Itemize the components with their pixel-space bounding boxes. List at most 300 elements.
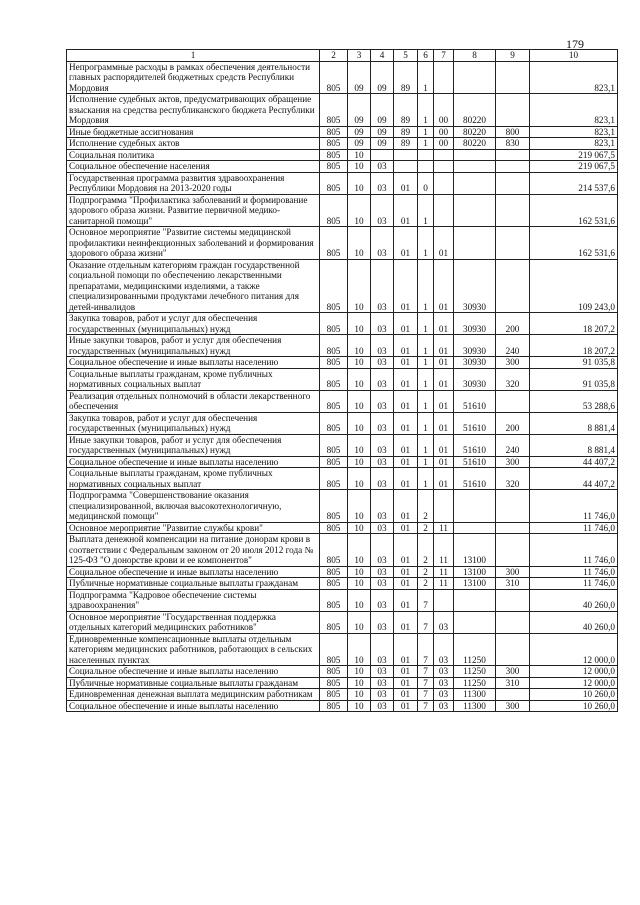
column-header-6: 6 [418,50,434,62]
section-cell: 10 [348,357,371,369]
expense-type-cell [496,194,530,227]
subsection-cell: 03 [371,468,394,490]
expense-type-cell: 300 [496,700,530,712]
section-cell: 10 [348,335,371,357]
section-cell: 10 [348,566,371,578]
direction-cell [454,589,496,611]
subprogram-cell: 2 [418,566,434,578]
table-row [67,633,618,666]
ministry-code-cell: 805 [320,126,348,138]
expense-type-cell [496,534,530,567]
program-cell: 01 [394,700,418,712]
amount-cell: 109 243,0 [530,259,618,313]
activity-cell: 03 [434,689,454,701]
activity-cell: 01 [434,468,454,490]
subsection-cell: 03 [371,589,394,611]
amount-cell: 11 746,0 [530,490,618,523]
section-cell: 10 [348,259,371,313]
subsection-cell: 03 [371,700,394,712]
program-cell: 01 [394,677,418,689]
section-cell: 10 [348,227,371,260]
direction-cell: 11300 [454,700,496,712]
direction-cell: 30930 [454,259,496,313]
expense-type-cell [496,611,530,633]
section-cell: 10 [348,456,371,468]
table-header-row [67,50,618,62]
table-row [67,259,618,313]
subprogram-cell [418,161,434,173]
description-cell: Оказание отдельным категориям граждан государственной социальной помощи по обеспечению лекарственными препаратами, медицинскими изделиями, а также специализированными продуктами лечебного питания для детей-инвалидов [67,259,320,313]
section-cell: 10 [348,611,371,633]
activity-cell: 01 [434,335,454,357]
amount-cell: 91 035,8 [530,357,618,369]
direction-cell: 51610 [454,468,496,490]
amount-cell: 219 067,5 [530,149,618,161]
description-cell: Закупка товаров, работ и услуг для обеспечения государственных (муниципальных) нужд [67,313,320,335]
table-row [67,357,618,369]
direction-cell: 11250 [454,633,496,666]
direction-cell [454,149,496,161]
description-cell: Закупка товаров, работ и услуг для обеспечения государственных (муниципальных) нужд [67,412,320,434]
expense-type-cell [496,94,530,127]
expense-type-cell: 300 [496,357,530,369]
activity-cell [434,61,454,94]
table-body [67,61,618,712]
amount-cell: 8 881,4 [530,434,618,456]
column-header-1: 1 [67,50,320,62]
ministry-code-cell: 805 [320,61,348,94]
section-cell: 10 [348,172,371,194]
ministry-code-cell: 805 [320,689,348,701]
ministry-code-cell: 805 [320,522,348,534]
program-cell: 01 [394,566,418,578]
ministry-code-cell: 805 [320,259,348,313]
subsection-cell [371,149,394,161]
table-row [67,335,618,357]
subprogram-cell: 1 [418,456,434,468]
subprogram-cell: 1 [418,335,434,357]
subsection-cell: 09 [371,94,394,127]
section-cell: 10 [348,689,371,701]
program-cell: 89 [394,126,418,138]
subsection-cell: 03 [371,357,394,369]
direction-cell [454,611,496,633]
amount-cell: 44 407,2 [530,456,618,468]
subprogram-cell: 1 [418,390,434,412]
expense-type-cell [496,227,530,260]
subsection-cell: 03 [371,390,394,412]
amount-cell: 12 000,0 [530,633,618,666]
section-cell: 10 [348,149,371,161]
expense-type-cell [496,589,530,611]
subsection-cell: 03 [371,566,394,578]
program-cell: 01 [394,194,418,227]
description-cell: Непрограммные расходы в рамках обеспечения деятельности главных распорядителей бюджетных средств Республики Мордовия [67,61,320,94]
expense-type-cell: 320 [496,468,530,490]
amount-cell: 18 207,2 [530,335,618,357]
expense-type-cell: 310 [496,578,530,590]
subprogram-cell: 1 [418,94,434,127]
subsection-cell: 03 [371,633,394,666]
expense-type-cell: 800 [496,126,530,138]
table-row [67,161,618,173]
expense-type-cell: 200 [496,313,530,335]
table-row [67,522,618,534]
expense-type-cell: 240 [496,335,530,357]
activity-cell: 11 [434,578,454,590]
subsection-cell: 03 [371,161,394,173]
amount-cell: 40 260,0 [530,611,618,633]
direction-cell: 80220 [454,126,496,138]
table-row [67,368,618,390]
activity-cell: 01 [434,368,454,390]
section-cell: 10 [348,468,371,490]
amount-cell: 823,1 [530,126,618,138]
description-cell: Исполнение судебных актов [67,138,320,150]
section-cell: 10 [348,666,371,678]
ministry-code-cell: 805 [320,227,348,260]
expense-type-cell: 300 [496,566,530,578]
description-cell: Социальное обеспечение и иные выплаты населению [67,456,320,468]
activity-cell: 01 [434,434,454,456]
ministry-code-cell: 805 [320,700,348,712]
subprogram-cell: 1 [418,227,434,260]
direction-cell: 30930 [454,335,496,357]
program-cell: 01 [394,611,418,633]
section-cell: 09 [348,138,371,150]
description-cell: Основное мероприятие "Развитие системы медицинской профилактики неинфекционных заболеваний и формирования здорового образа жизни" [67,227,320,260]
activity-cell: 00 [434,94,454,127]
table-row [67,611,618,633]
activity-cell: 00 [434,126,454,138]
column-header-5: 5 [394,50,418,62]
amount-cell: 12 000,0 [530,677,618,689]
table-row [67,227,618,260]
program-cell: 01 [394,313,418,335]
ministry-code-cell: 805 [320,611,348,633]
subprogram-cell: 7 [418,611,434,633]
amount-cell: 11 746,0 [530,578,618,590]
ministry-code-cell: 805 [320,313,348,335]
subprogram-cell: 2 [418,534,434,567]
program-cell: 01 [394,468,418,490]
program-cell: 01 [394,259,418,313]
subprogram-cell [418,149,434,161]
section-cell: 10 [348,368,371,390]
ministry-code-cell: 805 [320,357,348,369]
subsection-cell: 03 [371,611,394,633]
amount-cell: 11 746,0 [530,566,618,578]
ministry-code-cell: 805 [320,172,348,194]
subprogram-cell: 2 [418,522,434,534]
program-cell [394,149,418,161]
program-cell: 01 [394,633,418,666]
expense-type-cell [496,689,530,701]
amount-cell: 18 207,2 [530,313,618,335]
amount-cell: 162 531,6 [530,227,618,260]
direction-cell [454,522,496,534]
description-cell: Социальные выплаты гражданам, кроме публичных нормативных социальных выплат [67,468,320,490]
subprogram-cell: 1 [418,259,434,313]
direction-cell [454,172,496,194]
table-row [67,456,618,468]
subprogram-cell: 1 [418,138,434,150]
expense-type-cell [496,172,530,194]
section-cell: 10 [348,390,371,412]
column-header-9: 9 [496,50,530,62]
ministry-code-cell: 805 [320,578,348,590]
program-cell: 01 [394,412,418,434]
ministry-code-cell: 805 [320,490,348,523]
subprogram-cell: 7 [418,689,434,701]
direction-cell [454,61,496,94]
subsection-cell: 03 [371,368,394,390]
expense-type-cell: 300 [496,456,530,468]
description-cell: Публичные нормативные социальные выплаты гражданам [67,677,320,689]
program-cell [394,161,418,173]
direction-cell: 13100 [454,566,496,578]
direction-cell: 30930 [454,313,496,335]
section-cell: 10 [348,412,371,434]
amount-cell: 823,1 [530,94,618,127]
section-cell: 10 [348,490,371,523]
amount-cell: 219 067,5 [530,161,618,173]
expense-type-cell [496,149,530,161]
subsection-cell: 03 [371,412,394,434]
expense-type-cell: 310 [496,677,530,689]
activity-cell [434,194,454,227]
program-cell: 01 [394,368,418,390]
description-cell: Основное мероприятие "Государственная поддержка отдельных категорий медицинских работников" [67,611,320,633]
ministry-code-cell: 805 [320,677,348,689]
program-cell: 89 [394,94,418,127]
direction-cell: 11300 [454,689,496,701]
budget-table [66,49,618,712]
description-cell: Основное мероприятие "Развитие службы крови" [67,522,320,534]
activity-cell [434,490,454,523]
description-cell: Единовременная денежная выплата медицинским работникам [67,689,320,701]
activity-cell: 01 [434,357,454,369]
program-cell: 01 [394,589,418,611]
description-cell: Исполнение судебных актов, предусматривающих обращение взыскания на средства республиканского бюджета Республики Мордовия [67,94,320,127]
column-header-7: 7 [434,50,454,62]
expense-type-cell: 830 [496,138,530,150]
activity-cell: 03 [434,700,454,712]
description-cell: Социальное обеспечение населения [67,161,320,173]
activity-cell [434,172,454,194]
subsection-cell: 03 [371,522,394,534]
column-header-4: 4 [371,50,394,62]
section-cell: 09 [348,126,371,138]
program-cell: 89 [394,138,418,150]
direction-cell: 51610 [454,434,496,456]
direction-cell: 51610 [454,390,496,412]
amount-cell: 91 035,8 [530,368,618,390]
activity-cell: 01 [434,412,454,434]
subsection-cell: 03 [371,578,394,590]
ministry-code-cell: 805 [320,194,348,227]
subprogram-cell: 1 [418,368,434,390]
ministry-code-cell: 805 [320,633,348,666]
section-cell: 10 [348,633,371,666]
program-cell: 89 [394,61,418,94]
program-cell: 01 [394,490,418,523]
subsection-cell: 03 [371,194,394,227]
table-row [67,138,618,150]
expense-type-cell: 300 [496,666,530,678]
activity-cell: 11 [434,522,454,534]
amount-cell: 823,1 [530,61,618,94]
ministry-code-cell: 805 [320,412,348,434]
program-cell: 01 [394,456,418,468]
amount-cell: 11 746,0 [530,522,618,534]
description-cell: Иные бюджетные ассигнования [67,126,320,138]
direction-cell: 51610 [454,456,496,468]
activity-cell: 01 [434,227,454,260]
ministry-code-cell: 805 [320,149,348,161]
subsection-cell: 03 [371,456,394,468]
section-cell: 09 [348,94,371,127]
table-row [67,566,618,578]
activity-cell: 03 [434,666,454,678]
ministry-code-cell: 805 [320,138,348,150]
column-header-8: 8 [454,50,496,62]
subprogram-cell: 7 [418,633,434,666]
activity-cell: 11 [434,534,454,567]
program-cell: 01 [394,666,418,678]
ministry-code-cell: 805 [320,368,348,390]
ministry-code-cell: 805 [320,94,348,127]
amount-cell: 823,1 [530,138,618,150]
direction-cell: 11250 [454,677,496,689]
direction-cell: 80220 [454,94,496,127]
table-row [67,126,618,138]
table-row [67,149,618,161]
direction-cell [454,161,496,173]
expense-type-cell: 240 [496,434,530,456]
table-row [67,61,618,94]
ministry-code-cell: 805 [320,534,348,567]
description-cell: Реализация отдельных полномочий в области лекарственного обеспечения [67,390,320,412]
description-cell: Социальные выплаты гражданам, кроме публичных нормативных социальных выплат [67,368,320,390]
section-cell: 10 [348,161,371,173]
table-row [67,534,618,567]
subprogram-cell: 7 [418,589,434,611]
section-cell: 10 [348,578,371,590]
activity-cell: 03 [434,611,454,633]
table-row [67,689,618,701]
table-row [67,490,618,523]
activity-cell: 11 [434,566,454,578]
expense-type-cell [496,522,530,534]
activity-cell: 01 [434,456,454,468]
program-cell: 01 [394,578,418,590]
expense-type-cell: 320 [496,368,530,390]
description-cell: Социальное обеспечение и иные выплаты населению [67,666,320,678]
amount-cell: 214 537,6 [530,172,618,194]
expense-type-cell [496,390,530,412]
table-row [67,313,618,335]
subprogram-cell: 1 [418,313,434,335]
expense-type-cell: 200 [496,412,530,434]
table-row [67,677,618,689]
direction-cell: 13100 [454,578,496,590]
expense-type-cell [496,633,530,666]
description-cell: Подпрограмма "Профилактика заболеваний и формирование здорового образа жизни. Развитие первичной медико-санитарной помощи" [67,194,320,227]
table-row [67,390,618,412]
subsection-cell: 03 [371,490,394,523]
description-cell: Подпрограмма "Кадровое обеспечение системы здравоохранения" [67,589,320,611]
ministry-code-cell: 805 [320,335,348,357]
section-cell: 10 [348,522,371,534]
ministry-code-cell: 805 [320,456,348,468]
direction-cell: 80220 [454,138,496,150]
amount-cell: 10 260,0 [530,689,618,701]
description-cell: Иные закупки товаров, работ и услуг для обеспечения государственных (муниципальных) нужд [67,434,320,456]
ministry-code-cell: 805 [320,468,348,490]
amount-cell: 11 746,0 [530,534,618,567]
direction-cell [454,227,496,260]
program-cell: 01 [394,227,418,260]
ministry-code-cell: 805 [320,434,348,456]
section-cell: 10 [348,194,371,227]
ministry-code-cell: 805 [320,390,348,412]
subprogram-cell: 1 [418,434,434,456]
expense-type-cell [496,161,530,173]
subsection-cell: 03 [371,335,394,357]
table-row [67,700,618,712]
program-cell: 01 [394,522,418,534]
section-cell: 09 [348,61,371,94]
description-cell: Единовременные компенсационные выплаты отдельным категориям медицинских работников, работающих в сельских населенных пунктах [67,633,320,666]
table-row [67,412,618,434]
subprogram-cell: 7 [418,677,434,689]
subprogram-cell: 2 [418,490,434,523]
description-cell: Иные закупки товаров, работ и услуг для обеспечения государственных (муниципальных) нужд [67,335,320,357]
program-cell: 01 [394,689,418,701]
column-header-10: 10 [530,50,618,62]
direction-cell: 13100 [454,534,496,567]
amount-cell: 162 531,6 [530,194,618,227]
direction-cell: 11250 [454,666,496,678]
activity-cell: 03 [434,633,454,666]
program-cell: 01 [394,335,418,357]
table-row [67,468,618,490]
ministry-code-cell: 805 [320,161,348,173]
amount-cell: 12 000,0 [530,666,618,678]
ministry-code-cell: 805 [320,666,348,678]
subprogram-cell: 1 [418,61,434,94]
section-cell: 10 [348,534,371,567]
description-cell: Публичные нормативные социальные выплаты гражданам [67,578,320,590]
description-cell: Социальное обеспечение и иные выплаты населению [67,357,320,369]
activity-cell [434,149,454,161]
expense-type-cell [496,61,530,94]
section-cell: 10 [348,313,371,335]
table-row [67,578,618,590]
table-row [67,434,618,456]
expense-type-cell [496,259,530,313]
section-cell: 10 [348,434,371,456]
table-row [67,666,618,678]
subprogram-cell: 2 [418,578,434,590]
subsection-cell: 03 [371,534,394,567]
subsection-cell: 03 [371,677,394,689]
table-row [67,589,618,611]
ministry-code-cell: 805 [320,589,348,611]
subsection-cell: 03 [371,172,394,194]
direction-cell: 30930 [454,368,496,390]
